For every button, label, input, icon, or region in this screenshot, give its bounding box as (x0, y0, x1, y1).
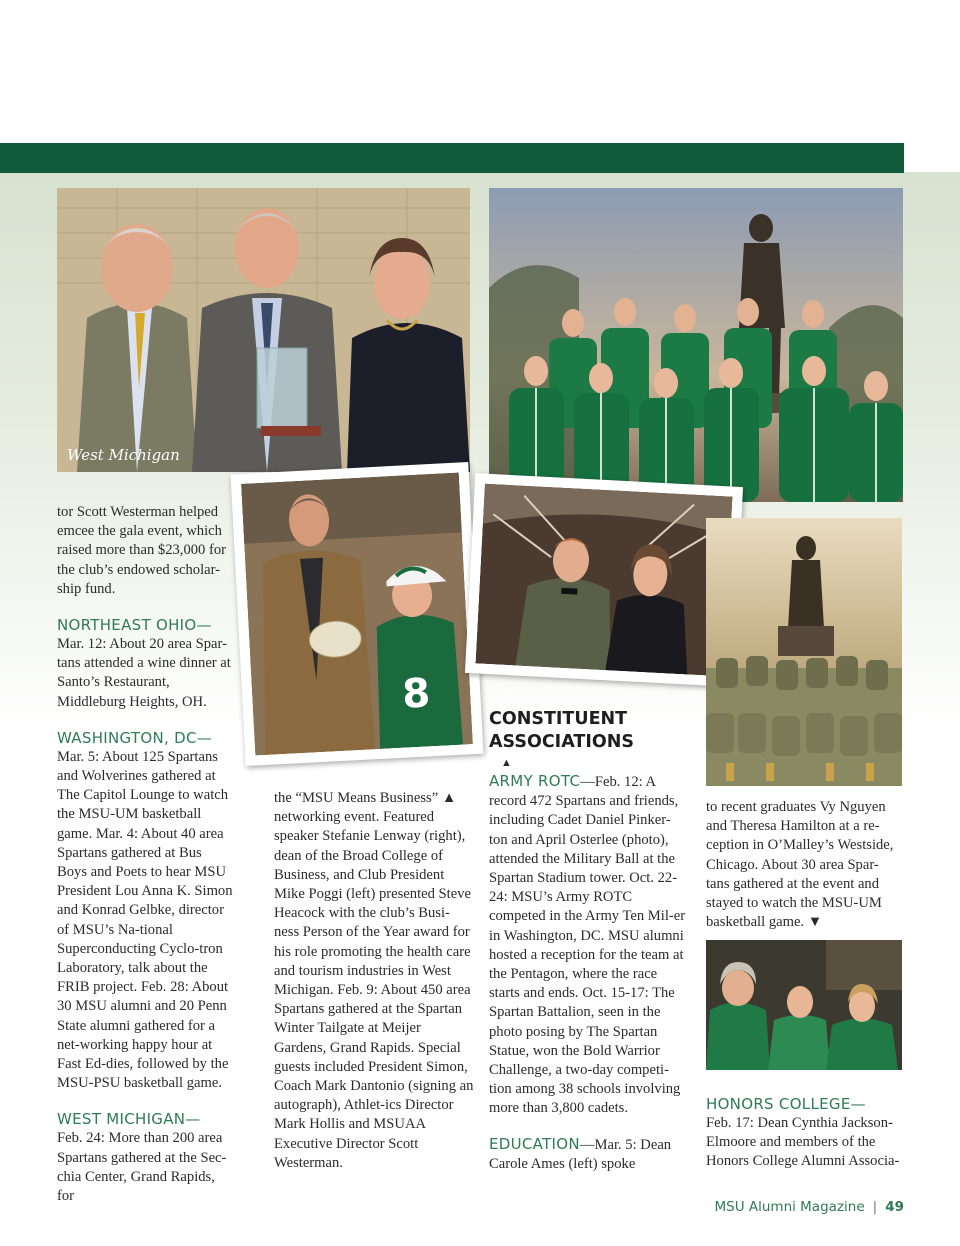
northeast-ohio-text: Mar. 12: About 20 area Spar-tans attended a wine dinner at Santo’s Restaurant, Middleburg Heights, OH. (57, 636, 231, 710)
gala-intro-text: tor Scott Westerman helped emcee the gala event, which raised more than $23,000 for the club’s endowed scholar-ship fund. (57, 504, 226, 597)
column-4 (706, 798, 902, 932)
chicago-reception-photo (706, 940, 902, 1070)
army-rotc-heading: ARMY ROTC (489, 772, 581, 790)
west-michigan-heading: WEST MICHIGAN— (57, 1110, 201, 1129)
column-3 (489, 757, 689, 1174)
photo-caption: West Michigan (67, 446, 180, 464)
washington-dc-text: Mar. 5: About 125 Spartans and Wolverines gathered at The Capitol Lounge to watch the MSU-UM basketball game. Mar. 4: About 40 area Spartans gathered at Bus Boys and Poets to hear MSU President Lou Anna K. Simon and Konrad Gelbke, director of MSU’s Na-tional Superconducting Cyclo-tron Laboratory, talk about the FRIB project. Feb. 28: About 30 MSU alumni and 20 Penn State alumni gathered for a net-working happy hour at Fast Ed-dies, followed by the MSU-PSU basketball game. (57, 748, 233, 1092)
section-title-line-1: CONSTITUENT (489, 709, 628, 729)
section-title (489, 708, 634, 754)
column-2 (274, 789, 474, 1173)
page-number: 49 (885, 1199, 904, 1215)
washington-dc-heading: WASHINGTON, DC— (57, 728, 213, 747)
education-text: —Mar. 5: Dean Carole Ames (left) spoke (489, 1136, 672, 1172)
msu-means-business-text: the “MSU Means Business” ▲ networking event. Featured speaker Stefanie Lenway (right), dean of the Broad College of Business, and Club President Mike Poggi (left) presented Steve Heacock with the club’s Busi-ness Person of the Year award for his role promoting the health care and tourism industries in West Michigan. Feb. 9: About 450 area Spartans gathered at the Spartan Winter Tailgate at Meijer Gardens, Grand Rapids. Special guests included President Simon, Coach Mark Dantonio (signing an autograph), Athlet-ics Director Mark Hollis and MSUAA Executive Director Scott Westerman. (274, 790, 474, 1171)
education-heading: EDUCATION (489, 1134, 580, 1153)
column-1 (57, 503, 235, 1206)
army-rotc-paragraph (489, 772, 689, 1119)
spartan-battalion-photo (706, 518, 902, 786)
education-paragraph (489, 1135, 689, 1174)
footer-separator: | (872, 1199, 878, 1215)
section-title-line-2: ASSOCIATIONS (489, 732, 634, 752)
column-4-lower (706, 1095, 902, 1172)
military-ball-photo (465, 473, 743, 687)
northeast-ohio-heading: NORTHEAST OHIO— (57, 616, 212, 635)
page-footer (714, 1199, 904, 1215)
magazine-name: MSU Alumni Magazine (714, 1199, 865, 1215)
up-arrow-icon: ▲ (501, 757, 512, 769)
chicago-reception-text: to recent graduates Vy Nguyen and Theresa Hamilton at a re-ception in O’Malley’s Westside, Chicago. About 30 area Spar-tans gathered at the event and stayed to watch the MSU-UM basketball game. ▼ (706, 799, 894, 931)
honors-college-heading: HONORS COLLEGE— (706, 1095, 866, 1113)
army-rotc-text: —Feb. 12: A record 472 Spartans and friends, including Cadet Daniel Pinker-ton and April Osterlee (photo), attended the Military Ball at the Spartan Stadium tower. Oct. 22-24: MSU’s Army ROTC competed in the Army Ten Mil-er in Washington, DC. MSU alumni hosted a reception for the team at the Pentagon, where the race starts and ends. Oct. 15-17: The Spartan Battalion, seen in the photo posing by The Spartan Statue, won the Bold Warrior Challenge, a two-day competi-tion among 38 schools involving more than 3,800 cadets. (489, 774, 686, 1117)
west-michigan-text: Feb. 24: More than 200 area Spartans gathered at the Sec-chia Center, Grand Rapids, for (57, 1130, 227, 1205)
rotc-statue-photo (489, 188, 903, 502)
svg-text:8: 8 (401, 670, 432, 718)
west-michigan-photo (57, 188, 470, 472)
dantonio-signing-photo (231, 462, 484, 766)
honors-college-text: Feb. 17: Dean Cynthia Jackson-Elmoore and members of the Honors College Alumni Associa- (706, 1115, 900, 1170)
header-band (0, 143, 904, 173)
